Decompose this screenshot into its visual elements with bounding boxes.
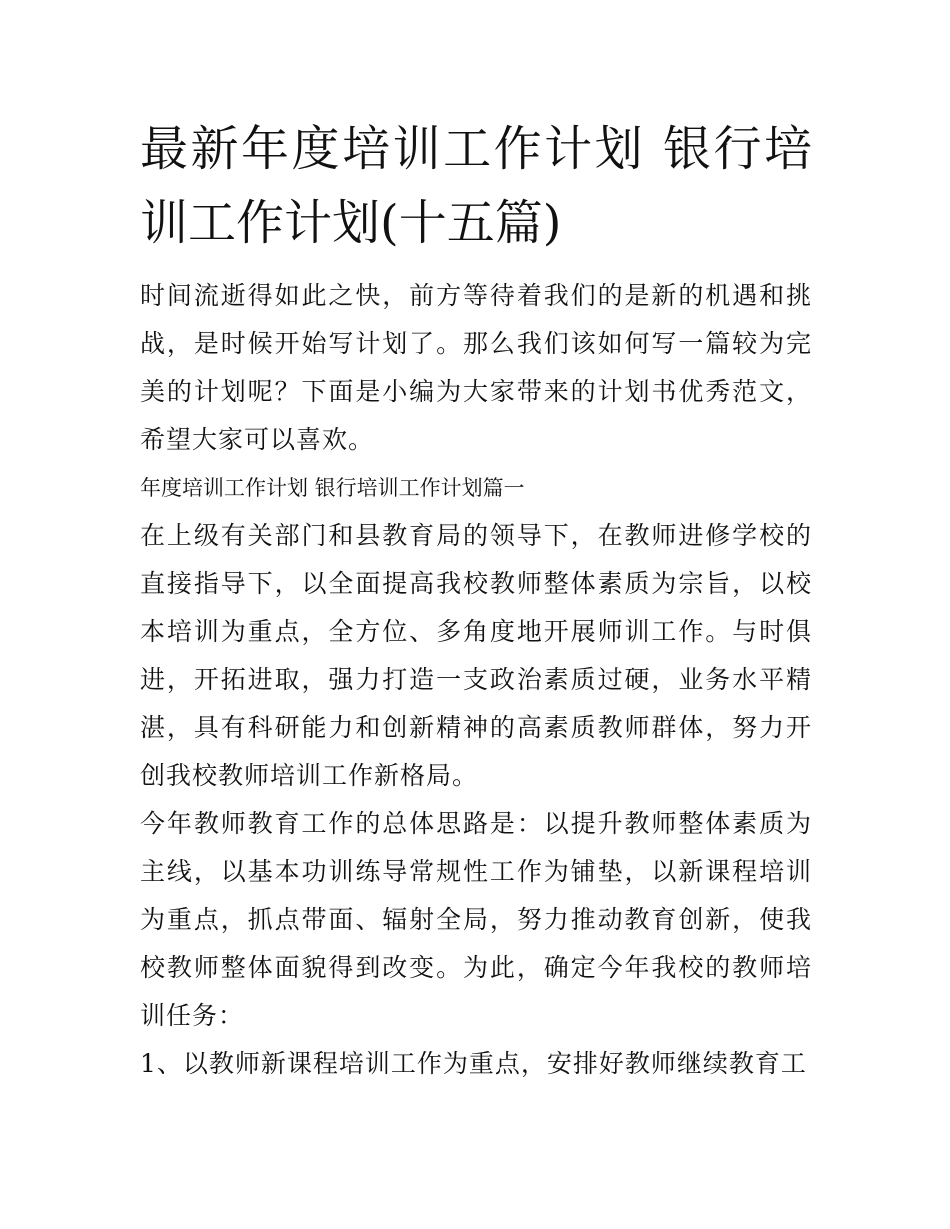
list-item: 1、以教师新课程培训工作为重点，安排好教师继续教育工 bbox=[140, 1049, 807, 1078]
body-paragraph: 今年教师教育工作的总体思路是：以提升教师整体素质为主线，以基本功训练导常规性工作为铺垫，以新课程培训为重点，抓点带面、辐射全局，努力推动教育创新，使我校教师整体面貌得到改变。为此，确定今年我校的教师培训任务： bbox=[140, 809, 812, 1030]
body-paragraph: 在上级有关部门和县教育局的领导下，在教师进修学校的直接指导下，以全面提高我校教师整体素质为宗旨，以校本培训为重点，全方位、多角度地开展师训工作。与时俱进，开拓进取，强力打造一支政治素质过硬，业务水平精湛，具有科研能力和创新精神的高素质教师群体，努力开创我校教师培训工作新格局。 bbox=[140, 521, 812, 790]
document-content bbox=[140, 112, 812, 1088]
section-heading: 年度培训工作计划 银行培训工作计划篇一 bbox=[140, 476, 525, 500]
document-title: 最新年度培训工作计划 银行培训工作计划(十五篇) bbox=[140, 121, 812, 251]
intro-paragraph: 时间流逝得如此之快，前方等待着我们的是新的机遇和挑战，是时候开始写计划了。那么我们该如何写一篇较为完美的计划呢？下面是小编为大家带来的计划书优秀范文，希望大家可以喜欢。 bbox=[140, 281, 812, 454]
